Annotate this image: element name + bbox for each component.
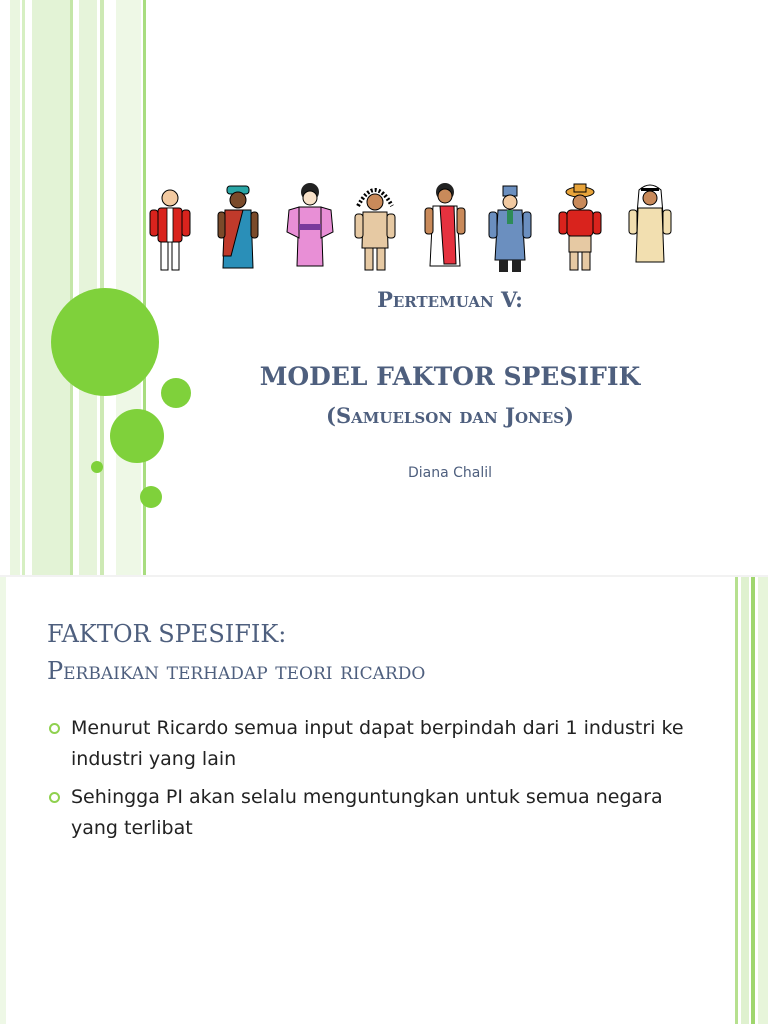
list-item <box>47 782 687 844</box>
author-name: Diana Chalil <box>407 465 493 481</box>
content-heading: FAKTOR SPESIFIK: <box>47 620 287 648</box>
figure-kimono-icon <box>285 176 335 276</box>
figure-arab-icon <box>625 176 675 276</box>
slide-subtitle <box>200 287 700 312</box>
figure-sari-icon <box>420 176 470 276</box>
subtitle-text: Pertemuan V: <box>377 287 523 312</box>
decor-stripe <box>0 577 6 1024</box>
figure-sombrero-icon <box>555 176 605 276</box>
decor-circle <box>91 461 103 473</box>
bullet-text: Menurut Ricardo semua input dapat berpindah dari 1 industri ke industri yang lain <box>71 717 684 770</box>
decor-stripe <box>758 577 768 1024</box>
decor-stripe <box>751 577 755 1024</box>
decor-circle-large <box>51 288 159 396</box>
figure-native-american-icon <box>350 176 400 276</box>
people-illustration <box>140 176 680 276</box>
decor-circle <box>161 378 191 408</box>
decor-stripe <box>735 577 738 1024</box>
slide-title: MODEL FAKTOR SPESIFIK <box>259 362 641 391</box>
content-subheading: Perbaikan terhadap teori ricardo <box>47 657 426 685</box>
decor-stripe <box>741 577 749 1024</box>
figure-red-jacket-icon <box>145 176 195 276</box>
bullet-circle-icon <box>49 792 60 803</box>
decor-circle <box>140 486 162 508</box>
decor-circle <box>110 409 164 463</box>
figure-african-icon <box>213 176 263 276</box>
figure-fez-icon <box>485 176 535 276</box>
bullet-text: Sehingga PI akan selalu menguntungkan untuk semua negara yang terlibat <box>71 786 663 839</box>
bullet-circle-icon <box>49 723 60 734</box>
list-item <box>47 713 687 775</box>
bullet-list <box>47 713 687 851</box>
slide-title-sub: (Samuelson dan Jones) <box>326 403 574 428</box>
decor-circles <box>0 0 200 575</box>
